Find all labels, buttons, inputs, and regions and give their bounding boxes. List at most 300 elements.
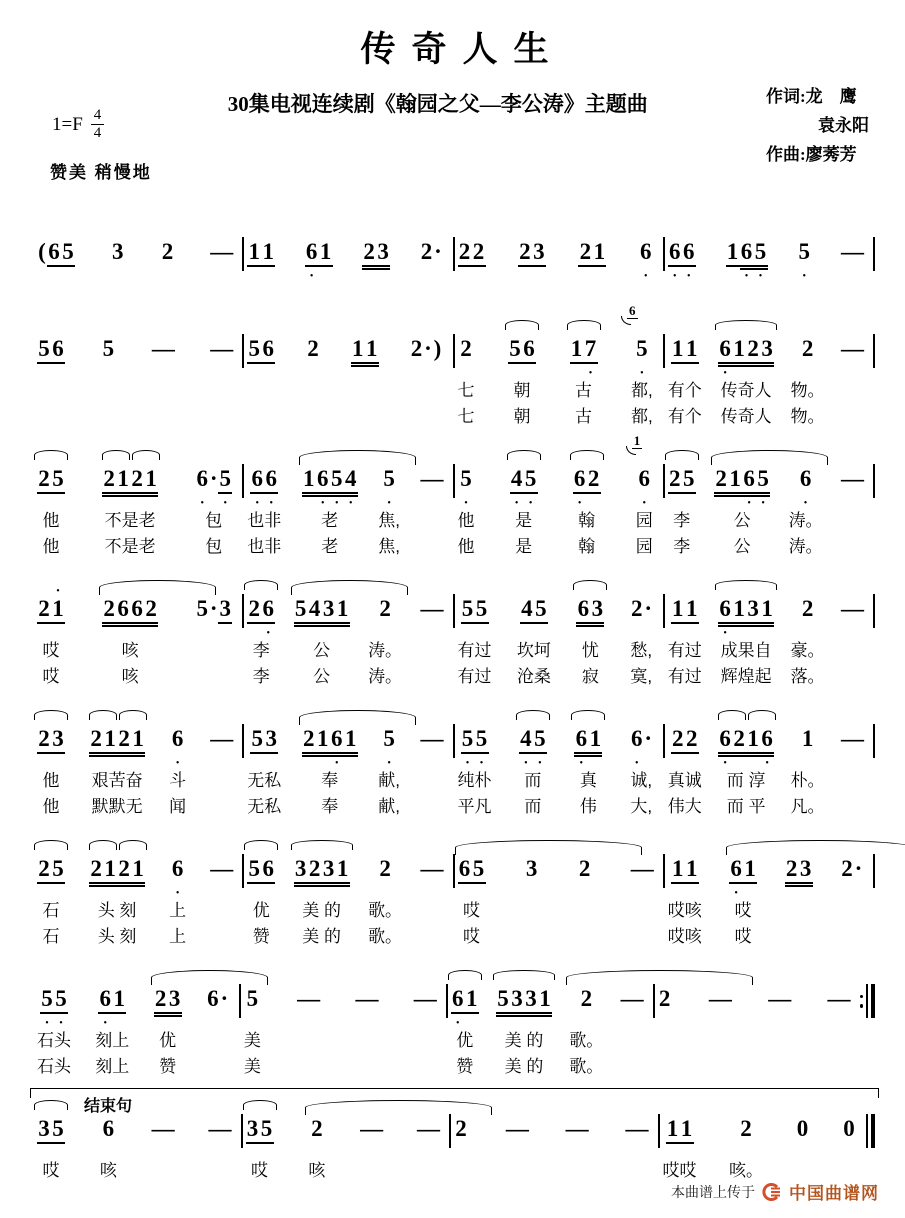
note-token	[668, 587, 702, 690]
note-token	[37, 327, 65, 430]
beam-underlines	[454, 1142, 468, 1149]
high-octave-dots	[841, 717, 863, 726]
high-octave-dots	[671, 847, 699, 856]
slur-arc	[718, 710, 746, 720]
barline	[873, 724, 875, 758]
note-digits: 1 7	[570, 336, 597, 361]
high-octave-dots	[726, 230, 768, 239]
lyric-syllable	[850, 794, 855, 820]
lyric-syllable: 美 的	[504, 1057, 544, 1076]
note-digits: 5	[460, 466, 472, 491]
lyric-syllable: 是	[515, 511, 533, 530]
note-digits: 1 1	[248, 239, 274, 264]
note-digits: 2	[307, 336, 319, 361]
beam-underlines	[410, 362, 443, 369]
lyric-syllable	[718, 1028, 723, 1054]
lyric-syllable	[422, 1028, 427, 1054]
note-token	[508, 327, 536, 430]
note-digits: 6 ·	[207, 986, 229, 1011]
slur-arc	[448, 970, 482, 980]
slur-arc	[34, 840, 68, 850]
measure	[241, 977, 446, 1080]
octave-dot: •	[643, 271, 648, 282]
note-token	[729, 847, 757, 950]
note-digits: 3 2 3 1	[294, 856, 349, 881]
slur-arc	[132, 450, 160, 460]
note-digits: 2	[455, 1116, 467, 1141]
lyric-syllable: 赞	[252, 927, 270, 946]
lyric-syllable: 有个	[667, 381, 702, 400]
note-token	[718, 717, 774, 820]
low-octave-dots	[739, 1149, 753, 1158]
note-token	[510, 457, 538, 560]
beam-underlines	[102, 622, 158, 629]
octave-dot: •	[266, 628, 270, 639]
low-octave-dots	[796, 1149, 810, 1158]
high-octave-dots	[210, 230, 232, 239]
octave-dot: •	[175, 758, 180, 769]
beam-underlines	[459, 362, 473, 369]
note-digits: —	[413, 986, 437, 1011]
note-digits: 2 3	[785, 856, 812, 881]
lyric-syllable: 公	[733, 537, 751, 556]
note-digits: —	[841, 239, 864, 264]
note-token	[573, 457, 601, 560]
slur-arc	[299, 450, 416, 465]
note-digits: 6 1 3 1	[719, 596, 773, 621]
lyric-syllable: 李	[673, 537, 691, 556]
note-digits: 5	[798, 239, 810, 264]
low-octave-dots	[508, 369, 536, 378]
low-octave-dots	[570, 369, 598, 378]
note-token	[633, 433, 653, 560]
high-octave-dots	[635, 327, 649, 336]
credit-lyricist2: 袁永阳	[818, 116, 869, 135]
note-digits: 1 1	[352, 336, 378, 361]
octave-dot: •	[387, 758, 391, 769]
note-token	[169, 717, 186, 820]
lyric-syllable: 涛。	[788, 511, 823, 530]
lyric-syllable	[259, 404, 264, 430]
note-token	[496, 977, 552, 1080]
low-octave-dots	[797, 272, 811, 281]
beam-underlines	[161, 265, 175, 272]
high-octave-dots	[250, 457, 278, 466]
lyric-syllable	[424, 378, 429, 404]
subtitle: 30集电视连续剧《翰园之父—李公涛》主题曲	[227, 92, 648, 116]
measure	[455, 587, 663, 690]
lyric-syllable	[422, 1054, 427, 1080]
note-digits: 6 1 2 3	[719, 336, 773, 361]
octave-dot: •	[723, 758, 727, 769]
barline	[873, 334, 875, 368]
lyric-syllable: 也非	[247, 537, 282, 556]
note-token	[842, 1107, 856, 1184]
note-token	[294, 587, 350, 690]
lyric-syllable: 赞	[456, 1057, 474, 1076]
beam-underlines	[294, 622, 350, 629]
note-digits: 2	[379, 596, 391, 621]
beam-underlines	[378, 622, 392, 629]
note-digits: 2 ·	[420, 239, 442, 264]
note-token	[355, 977, 377, 1080]
note-digits: 2 5	[669, 466, 695, 491]
beam-underlines	[668, 265, 696, 272]
lyric-syllable: 头 刻	[97, 927, 137, 946]
note-digits: —	[625, 1116, 649, 1141]
grace-note: 1	[633, 433, 641, 448]
lyric-syllable: 咳	[121, 641, 139, 660]
slur-arc	[715, 580, 777, 590]
lyric-syllable: 艰苦奋	[91, 771, 143, 790]
slur-arc	[244, 580, 278, 590]
lyric-syllable	[836, 1028, 841, 1054]
repeat-barline	[860, 984, 876, 1018]
octave-dot: •	[747, 498, 751, 509]
lyric-syllable: 咳	[99, 1161, 117, 1180]
low-octave-dots	[801, 629, 815, 638]
lyric-syllable	[215, 1028, 220, 1054]
beam-underlines	[419, 265, 442, 272]
low-octave-dots	[658, 1019, 672, 1028]
low-octave-dots	[454, 1149, 468, 1158]
note-digits: 3 5	[246, 1116, 273, 1141]
note-digits: 6 1	[575, 726, 602, 751]
high-octave-dots	[639, 230, 653, 239]
lyric-syllable	[364, 1028, 369, 1054]
beam-underlines	[768, 1012, 790, 1019]
beam-underlines	[576, 622, 604, 629]
note-token	[729, 1107, 763, 1184]
high-octave-dots	[152, 1107, 174, 1116]
lyric-syllable: 咳	[121, 667, 139, 686]
note-token	[625, 1107, 647, 1184]
measure	[660, 1107, 867, 1184]
beam-underlines	[801, 752, 815, 759]
lyric-syllable: 焦,	[378, 511, 400, 530]
lyric-syllable	[662, 1028, 667, 1054]
octave-dot: •	[761, 498, 765, 509]
measure	[455, 433, 663, 560]
note-token	[519, 717, 547, 820]
measure	[665, 457, 873, 560]
lyric-syllable	[364, 1054, 369, 1080]
lyric-syllable: 伟	[579, 797, 597, 816]
note-token	[37, 457, 65, 560]
note-token	[709, 977, 731, 1080]
octave-dot: •	[577, 498, 582, 509]
lyric-syllable	[429, 768, 434, 794]
note-token	[246, 1107, 274, 1184]
lyric-syllable: 哎	[463, 927, 480, 946]
lyric-syllable: 凡。	[790, 797, 825, 816]
barline	[873, 464, 875, 498]
low-octave-dots	[306, 369, 320, 378]
note-token	[362, 230, 390, 281]
low-octave-dots	[171, 889, 185, 898]
lyric-syllable: 公	[313, 641, 331, 660]
lyric-syllable: 焦,	[378, 537, 400, 556]
slur-arc	[151, 970, 268, 985]
lyric-syllable: 美 的	[302, 927, 342, 946]
high-octave-dots	[671, 327, 699, 336]
note-token	[458, 230, 486, 281]
note-token	[574, 717, 602, 820]
site-logo-icon	[762, 1182, 782, 1202]
beam-underlines	[208, 1142, 230, 1149]
note-token	[454, 1107, 468, 1184]
lyric-syllable: 而 淳	[726, 771, 766, 790]
high-octave-dots	[297, 977, 319, 986]
note-digits: 2 2	[458, 239, 485, 264]
slur-arc	[711, 450, 828, 465]
low-octave-dots	[461, 759, 489, 768]
note-digits: 6 5	[458, 856, 485, 881]
note-token	[152, 327, 174, 430]
high-octave-dots	[152, 327, 174, 336]
lyric-syllable	[582, 924, 587, 950]
low-octave-dots	[40, 1019, 68, 1028]
beam-underlines	[355, 1012, 377, 1019]
measure	[455, 847, 663, 950]
note-digits: 2 1	[38, 596, 64, 621]
high-octave-dots	[420, 717, 442, 726]
note-digits: 2 6	[248, 596, 274, 621]
slur-arc	[715, 320, 777, 330]
header-block	[34, 86, 875, 204]
beam-underlines	[666, 1142, 694, 1149]
low-octave-dots	[621, 1019, 643, 1028]
note-token	[37, 587, 65, 690]
note-token	[368, 587, 402, 690]
lyric-syllable: 涛。	[788, 537, 823, 556]
low-octave-dots	[152, 369, 174, 378]
lyric-syllable	[634, 1158, 639, 1184]
low-octave-dots	[451, 1019, 479, 1028]
note-digits: 2 3	[38, 726, 64, 751]
beam-underlines	[801, 362, 815, 369]
note-token	[95, 977, 129, 1080]
low-octave-dots	[458, 889, 486, 898]
lyric-syllable: 落。	[790, 667, 825, 686]
measure	[34, 457, 242, 560]
low-octave-dots	[98, 1019, 126, 1028]
lyric-syllable: 石	[42, 927, 60, 946]
note-digits: —	[827, 986, 851, 1011]
slur-arc	[119, 710, 147, 720]
note-digits: 6 2	[573, 466, 600, 491]
note-digits: —	[420, 466, 444, 491]
note-token	[308, 1107, 325, 1184]
lyric-syllable: 传奇人	[720, 407, 772, 426]
note-digits: 2 1 6 1	[303, 726, 357, 751]
beam-underlines	[101, 1142, 115, 1149]
measure	[34, 587, 242, 690]
lyric-syllable: 豪。	[790, 641, 825, 660]
octave-dot: •	[723, 628, 727, 639]
octave-dot: •	[686, 271, 691, 282]
beam-underlines	[152, 362, 174, 369]
beam-underlines	[154, 1012, 182, 1019]
lyric-syllable: 而	[524, 771, 542, 790]
measure	[451, 1107, 658, 1184]
low-octave-dots	[574, 759, 602, 768]
high-octave-dots	[841, 587, 863, 596]
lyric-syllable: 成果自	[720, 641, 772, 660]
low-octave-dots	[520, 629, 548, 638]
low-octave-dots	[578, 889, 592, 898]
lyric-syllable: 他	[457, 537, 475, 556]
octave-dot: •	[528, 498, 533, 509]
note-token	[247, 847, 275, 950]
note-digits: 5	[102, 336, 115, 361]
beam-underlines	[841, 492, 863, 499]
system	[34, 1098, 875, 1184]
high-octave-dots	[351, 327, 379, 336]
low-octave-dots	[625, 1149, 647, 1158]
note-digits: —	[355, 986, 379, 1011]
system	[34, 847, 875, 950]
low-octave-dots	[801, 759, 815, 768]
note-token	[576, 587, 604, 690]
low-octave-dots	[195, 499, 232, 508]
lyric-syllable	[362, 378, 367, 404]
slur-arc	[34, 1100, 68, 1110]
low-octave-dots	[101, 369, 115, 378]
beam-underlines	[496, 1012, 552, 1019]
beam-underlines	[578, 265, 606, 272]
note-token	[630, 587, 653, 690]
note-digits: 5 6	[509, 336, 535, 361]
low-octave-dots	[305, 272, 333, 281]
lyric-syllable: 优	[159, 1031, 177, 1050]
slur-arc	[305, 1100, 492, 1115]
lyric-syllable: 刻上	[95, 1031, 130, 1050]
lyric-syllable: 他	[42, 537, 60, 556]
slur-arc	[505, 320, 539, 330]
beam-underlines	[658, 1012, 672, 1019]
note-token	[791, 587, 825, 690]
note-digits: 2	[379, 856, 391, 881]
high-octave-dots	[461, 717, 489, 726]
beam-underlines	[40, 1012, 68, 1019]
lyric-syllable: 李	[673, 511, 691, 530]
beam-underlines	[841, 265, 863, 272]
beam-underlines	[525, 882, 539, 889]
note-digits: 5	[383, 466, 395, 491]
octave-dot: •	[320, 498, 325, 509]
low-octave-dots	[37, 889, 65, 898]
note-digits: 6	[102, 1116, 115, 1141]
low-octave-dots	[111, 272, 125, 281]
low-octave-dots	[668, 272, 696, 281]
lyric-syllable: 辉煌起	[720, 667, 772, 686]
note-digits: 1 6 5 4	[303, 466, 357, 491]
note-token	[37, 230, 75, 281]
lyric-syllable: 朴。	[790, 771, 825, 790]
octave-dot: •	[765, 758, 769, 769]
high-octave-dots	[305, 230, 333, 239]
high-octave-dots	[625, 1107, 647, 1116]
note-token	[451, 977, 479, 1080]
high-octave-dots	[210, 327, 232, 336]
beam-underlines	[621, 1012, 643, 1019]
beam-underlines	[709, 1012, 731, 1019]
beam-underlines	[630, 752, 653, 759]
lyric-syllable	[306, 1054, 311, 1080]
high-octave-dots	[797, 230, 811, 239]
lyric-syllable	[219, 898, 224, 924]
lyric-syllable: 斗	[169, 771, 187, 790]
lyric-syllable: 刻上	[95, 1057, 130, 1076]
lyric-syllable	[850, 768, 855, 794]
measure	[455, 303, 663, 430]
note-digits: 2 1 2 1	[103, 466, 157, 491]
low-octave-dots	[206, 1019, 229, 1028]
octave-dot: •	[642, 498, 646, 509]
lyric-syllable	[850, 508, 855, 534]
note-token	[506, 1107, 528, 1184]
lyric-syllable	[850, 404, 855, 430]
low-octave-dots	[630, 629, 653, 638]
note-token	[420, 457, 442, 560]
beam-underlines	[841, 622, 863, 629]
lyric-syllable: 他	[457, 511, 475, 530]
low-octave-dots	[671, 759, 699, 768]
low-octave-dots	[37, 499, 65, 508]
note-token	[37, 717, 65, 820]
octave-dot: •	[59, 1018, 63, 1029]
lyric-syllable	[219, 794, 224, 820]
measure	[665, 717, 873, 820]
low-octave-dots	[461, 629, 489, 638]
beam-underlines	[37, 362, 65, 369]
low-octave-dots	[729, 889, 757, 898]
low-octave-dots	[37, 369, 65, 378]
low-octave-dots	[294, 629, 350, 638]
high-octave-dots	[161, 230, 175, 239]
beam-underlines	[630, 622, 653, 629]
note-digits: 2	[578, 856, 591, 881]
lyric-syllable: 赞	[159, 1057, 177, 1076]
beam-underlines	[570, 362, 598, 369]
note-digits: 6 1	[305, 239, 332, 264]
note-digits: 6	[171, 726, 184, 751]
slur-arc	[34, 710, 68, 720]
note-token	[37, 1107, 65, 1184]
note-digits: 6 1	[452, 986, 478, 1011]
beam-underlines	[671, 752, 699, 759]
lyric-syllable	[629, 1054, 634, 1080]
note-digits: 2 1 6 5	[715, 466, 769, 491]
high-octave-dots	[410, 327, 443, 336]
measure	[244, 230, 452, 281]
lyric-syllable: 公	[733, 511, 751, 530]
footer	[671, 1179, 879, 1204]
low-octave-dots	[519, 759, 547, 768]
high-octave-dots	[420, 587, 442, 596]
low-octave-dots	[210, 369, 232, 378]
high-octave-dots	[637, 457, 651, 466]
low-octave-dots	[154, 1019, 182, 1028]
octave-dot: •	[464, 498, 468, 509]
beam-underlines	[520, 622, 548, 629]
note-token	[378, 717, 400, 820]
lyric-syllable	[429, 794, 434, 820]
high-octave-dots	[414, 977, 436, 986]
beam-underlines	[351, 362, 379, 369]
lyric-syllable	[718, 1054, 723, 1080]
